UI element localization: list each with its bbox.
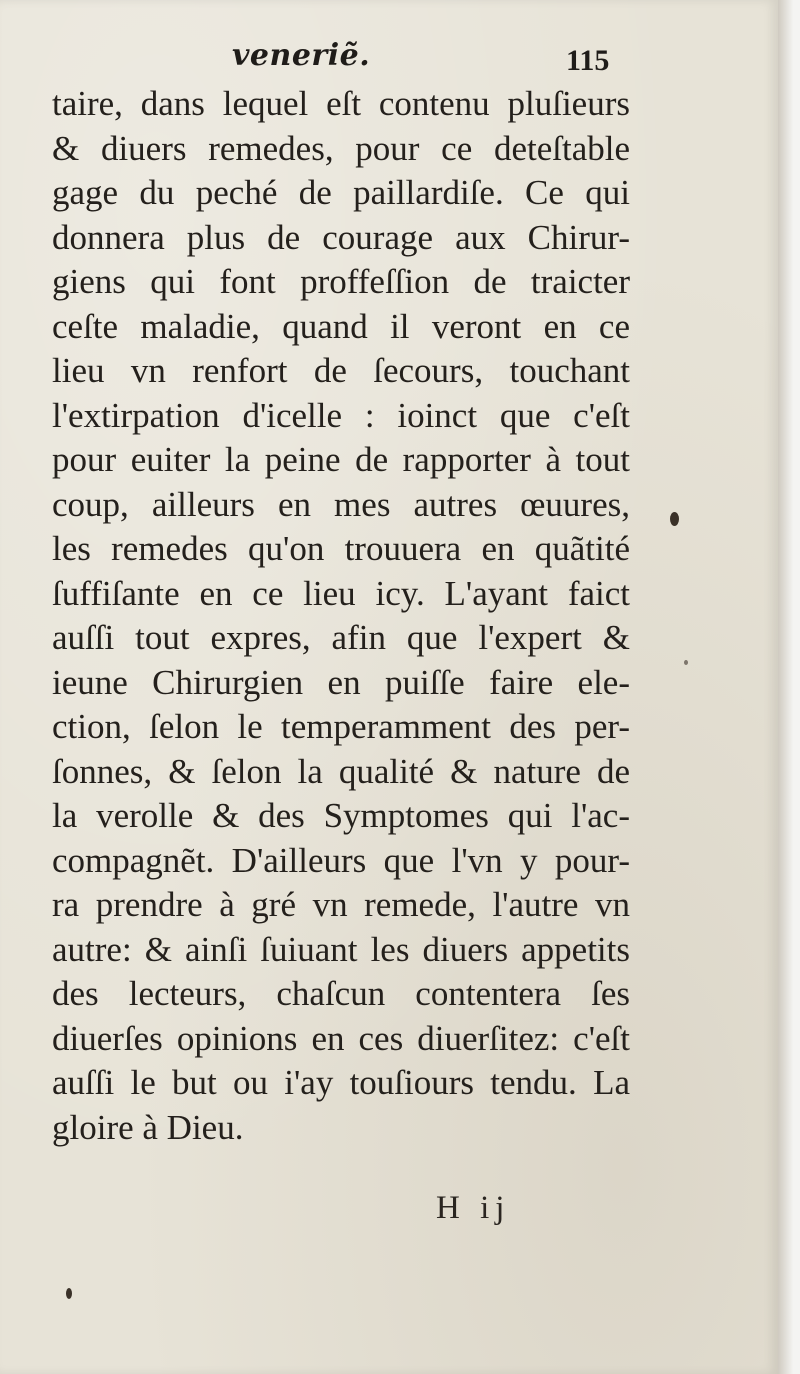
text-line: lieu vn renfort de ſecours, touchant: [52, 351, 630, 390]
text-line-last: gloire à Dieu.: [52, 1107, 244, 1147]
text-line: ieune Chirurgien en puiſſe faire ele-: [52, 662, 630, 702]
text-line: pour euiter la peine de rapporter à tout: [52, 440, 630, 479]
text-line: donnera plus de courage aux Chirur-: [52, 217, 630, 257]
text-line: giens qui font proffeſſion de traicter: [52, 262, 630, 301]
text-line: taire, dans lequel eſt contenu pluſieurs: [52, 84, 630, 123]
text-line: auſſi le but ou i'ay touſiours tendu. La: [52, 1063, 630, 1102]
page-number: 115: [566, 44, 610, 77]
text-line: diuerſes opinions en ces diuerſitez: c'eſt: [52, 1018, 630, 1058]
text-line: auſſi tout expres, afin que l'expert &: [52, 618, 630, 657]
text-line: ſonnes, & ſelon la qualité & nature de: [52, 751, 630, 791]
text-line: la verolle & des Symptomes qui l'ac-: [52, 796, 630, 835]
signature-mark: H ij: [436, 1190, 511, 1226]
text-line: l'extirpation d'icelle : ioinct que c'eſt: [52, 395, 630, 435]
text-line: compagnẽt. D'ailleurs que l'vn y pour-: [52, 840, 630, 880]
text-line: ceſte maladie, quand il veront en ce: [52, 306, 630, 346]
text-line: des lecteurs, chaſcun contentera ſes: [52, 974, 630, 1013]
ink-speck: [66, 1288, 72, 1299]
text-line: ra prendre à gré vn remede, l'autre vn: [52, 885, 630, 924]
running-head: veneriẽ.: [232, 38, 371, 73]
text-line: autre: & ainſi ſuiuant les diuers appetits: [52, 929, 630, 969]
body-text: [52, 82, 630, 1150]
page-edge-shadow: [778, 0, 800, 1374]
ink-speck: [670, 512, 679, 526]
text-line: coup, ailleurs en mes autres œuures,: [52, 484, 630, 524]
text-line: & diuers remedes, pour ce deteſtable: [52, 128, 630, 168]
text-line: les remedes qu'on trouuera en quãtité: [52, 529, 630, 568]
ink-speck: [684, 660, 688, 665]
text-line: ſuffiſante en ce lieu icy. L'ayant faict: [52, 573, 630, 613]
text-line: gage du peché de paillardiſe. Ce qui: [52, 173, 630, 212]
text-line: ction, ſelon le temperamment des per-: [52, 707, 630, 746]
